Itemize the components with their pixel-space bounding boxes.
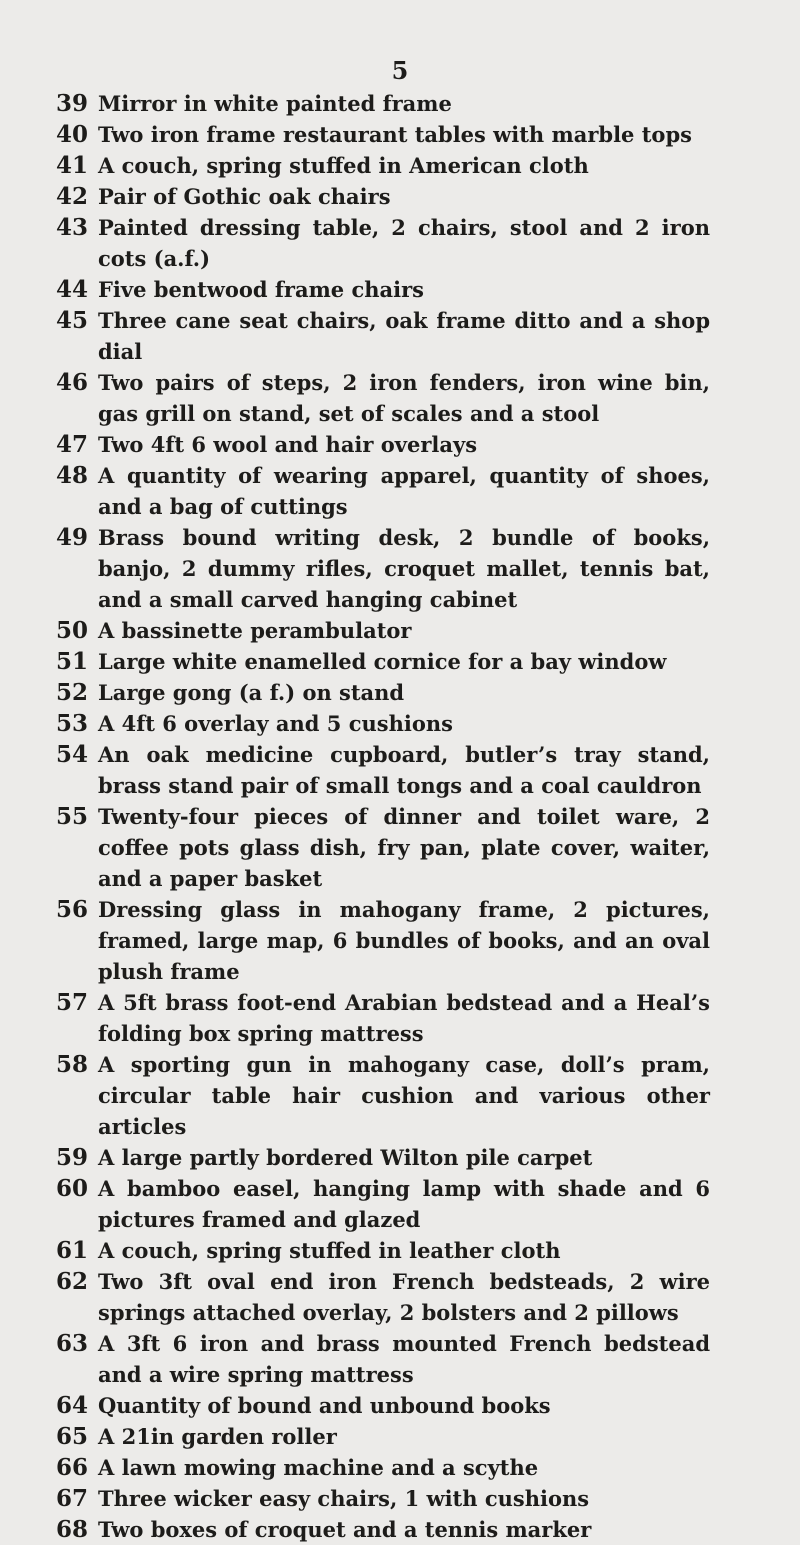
lot-number: 59 <box>56 1144 89 1171</box>
lot-entry <box>0 987 800 1049</box>
lot-description: Two iron frame restaurant tables with marble tops <box>98 122 692 147</box>
lot-description: An oak medicine cupboard, butler’s tray stand, brass stand pair of small tongs and a coal cauldron <box>98 742 710 798</box>
lot-number: 57 <box>56 989 89 1016</box>
lot-entry <box>0 305 800 367</box>
lot-entry <box>0 274 800 305</box>
lot-entry <box>0 1142 800 1173</box>
lot-number: 41 <box>56 152 89 179</box>
lot-number: 52 <box>56 679 89 706</box>
lot-number: 62 <box>56 1268 89 1295</box>
lot-entry <box>0 1235 800 1266</box>
lot-number: 47 <box>56 431 89 458</box>
lot-entry <box>0 894 800 987</box>
lot-description: Mirror in white painted frame <box>98 91 452 116</box>
lot-entry <box>0 1173 800 1235</box>
lot-description: Two pairs of steps, 2 iron fenders, iron wine bin, gas grill on stand, set of scales and a stool <box>98 370 710 426</box>
lot-entry <box>0 522 800 615</box>
lot-entry <box>0 181 800 212</box>
lot-number: 51 <box>56 648 89 675</box>
lot-description: A 3ft 6 iron and brass mounted French bedstead and a wire spring mattress <box>98 1331 710 1387</box>
lot-description: Twenty-four pieces of dinner and toilet ware, 2 coffee pots glass dish, fry pan, plate cover, waiter, and a paper basket <box>98 804 710 891</box>
lot-number: 46 <box>56 369 89 396</box>
lot-entry <box>0 212 800 274</box>
lot-entry <box>0 1452 800 1483</box>
lot-entry <box>0 1483 800 1514</box>
lot-description: A 21in garden roller <box>98 1424 337 1449</box>
lot-number: 49 <box>56 524 89 551</box>
lot-number: 67 <box>56 1485 89 1512</box>
lot-number: 66 <box>56 1454 89 1481</box>
lot-description: A 4ft 6 overlay and 5 cushions <box>98 711 453 736</box>
lot-entry <box>0 1514 800 1545</box>
lot-entry <box>0 119 800 150</box>
lot-number: 65 <box>56 1423 89 1450</box>
lot-number: 45 <box>56 307 89 334</box>
lot-entry <box>0 1390 800 1421</box>
lot-entry <box>0 1049 800 1142</box>
lot-number: 63 <box>56 1330 89 1357</box>
lot-description: Three wicker easy chairs, 1 with cushions <box>98 1486 590 1511</box>
lot-entry <box>0 615 800 646</box>
lot-entry <box>0 1421 800 1452</box>
lot-entry <box>0 801 800 894</box>
lot-entry <box>0 88 800 119</box>
lot-number: 53 <box>56 710 89 737</box>
lot-number: 50 <box>56 617 89 644</box>
lot-entry <box>0 150 800 181</box>
lot-number: 60 <box>56 1175 89 1202</box>
lot-entry <box>0 429 800 460</box>
lot-number: 58 <box>56 1051 89 1078</box>
lot-entry <box>0 677 800 708</box>
lot-number: 43 <box>56 214 89 241</box>
lot-description: A bamboo easel, hanging lamp with shade and 6 pictures framed and glazed <box>98 1176 710 1232</box>
lot-number: 40 <box>56 121 89 148</box>
lot-number: 48 <box>56 462 89 489</box>
lot-number: 61 <box>56 1237 89 1264</box>
lot-description: Pair of Gothic oak chairs <box>98 184 391 209</box>
lot-number: 42 <box>56 183 89 210</box>
lot-description: A couch, spring stuffed in American cloth <box>98 153 589 178</box>
lot-description: A 5ft brass foot-end Arabian bedstead and a Heal’s folding box spring mattress <box>98 990 710 1046</box>
lot-description: Quantity of bound and unbound books <box>98 1393 551 1418</box>
lot-description: Two 3ft oval end iron French bedsteads, 2 wire springs attached overlay, 2 bolsters and 2 pillows <box>98 1269 710 1325</box>
lot-number: 64 <box>56 1392 89 1419</box>
lot-number: 44 <box>56 276 89 303</box>
lot-description: Three cane seat chairs, oak frame ditto and a shop dial <box>98 308 710 364</box>
lot-number: 68 <box>56 1516 89 1543</box>
lot-description: Two 4ft 6 wool and hair overlays <box>98 432 478 457</box>
lot-entry <box>0 1328 800 1390</box>
lot-number: 39 <box>56 90 89 117</box>
lot-description: A large partly bordered Wilton pile carpet <box>98 1145 593 1170</box>
lot-description: Large white enamelled cornice for a bay window <box>98 649 667 674</box>
lot-number: 56 <box>56 896 89 923</box>
lot-description: Painted dressing table, 2 chairs, stool and 2 iron cots (a.f.) <box>98 215 710 271</box>
lot-number: 55 <box>56 803 89 830</box>
lot-description: A quantity of wearing apparel, quantity of shoes, and a bag of cuttings <box>98 463 710 519</box>
lot-description: Two boxes of croquet and a tennis marker <box>98 1517 592 1542</box>
lot-description: Brass bound writing desk, 2 bundle of books, banjo, 2 dummy rifles, croquet mallet, tennis bat, and a small carved hanging cabinet <box>98 525 710 612</box>
lot-description: A couch, spring stuffed in leather cloth <box>98 1238 561 1263</box>
lot-entry <box>0 646 800 677</box>
lot-description: A bassinette perambulator <box>98 618 412 643</box>
lot-description: Five bentwood frame chairs <box>98 277 424 302</box>
lot-entry <box>0 367 800 429</box>
lot-entry <box>0 1266 800 1328</box>
lot-number: 54 <box>56 741 89 768</box>
lot-entry <box>0 460 800 522</box>
page-number: 5 <box>391 56 409 85</box>
lot-description: Large gong (a f.) on stand <box>98 680 405 705</box>
lot-description: A sporting gun in mahogany case, doll’s pram, circular table hair cushion and various other articles <box>98 1052 710 1139</box>
lot-entry <box>0 708 800 739</box>
lot-list <box>0 88 800 1545</box>
lot-description: A lawn mowing machine and a scythe <box>98 1455 539 1480</box>
lot-entry <box>0 739 800 801</box>
lot-description: Dressing glass in mahogany frame, 2 pictures, framed, large map, 6 bundles of books, and an oval plush frame <box>98 897 710 984</box>
